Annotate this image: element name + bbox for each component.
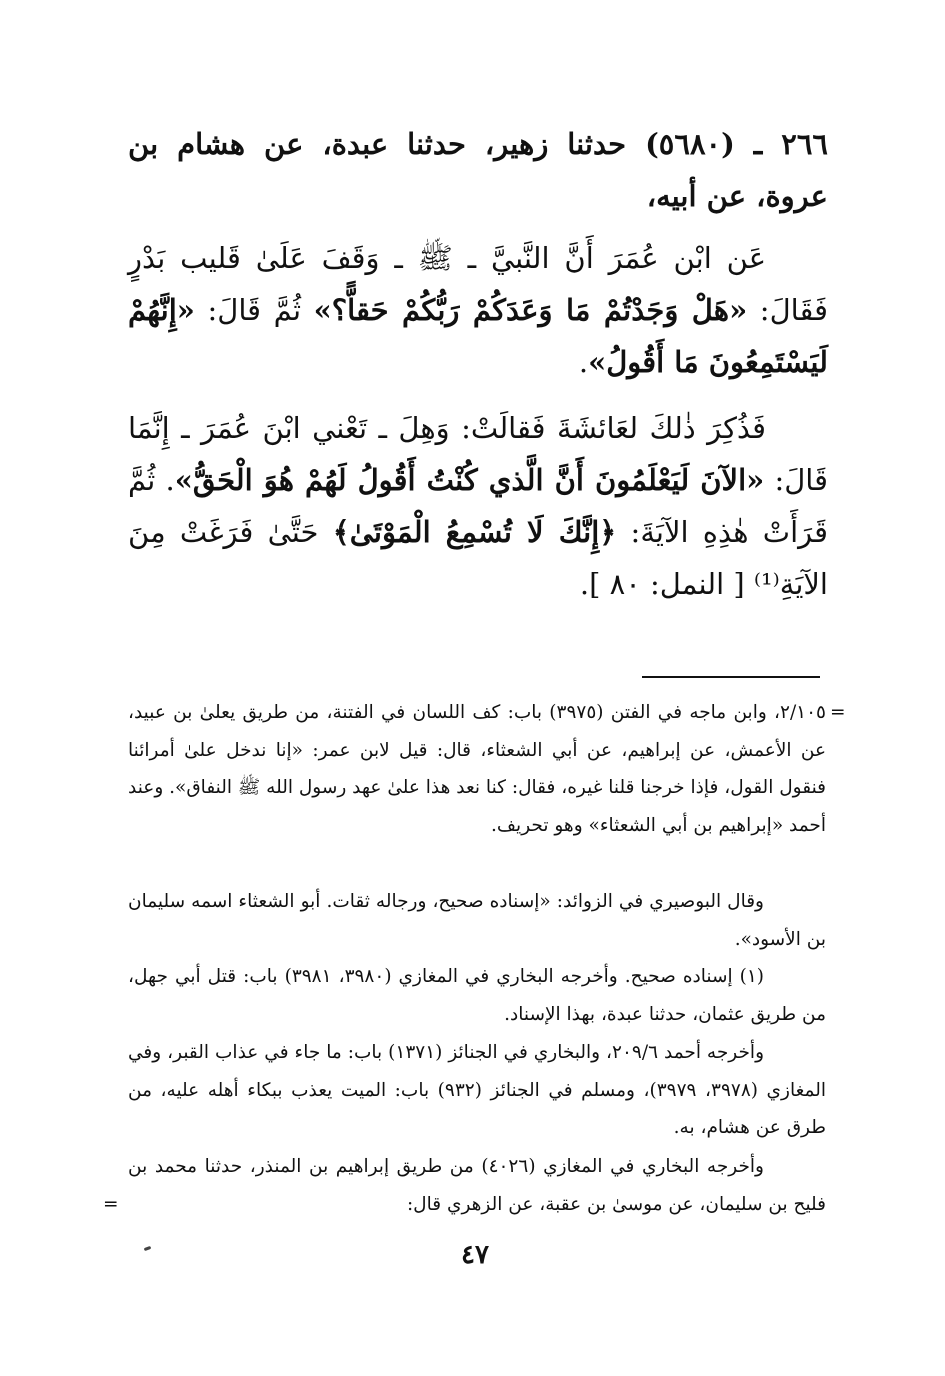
footnote-buseiri: وقال البوصيري في الزوائد: «إسناده صحيح، ورجاله ثقات. أبو الشعثاء اسمه سليمان بن الأسود». <box>128 891 826 950</box>
verse-reference: حَتَّىٰ فَرَغَتْ مِنَ الآيَةِ⁽¹⁾ [ النمل: ٨٠ ]. <box>128 515 828 601</box>
hadith-text-paragraph-2 <box>128 402 828 610</box>
hadith-intro: عَن ابْن عُمَرَ أَنَّ النَّبيَّ ـ ﷺ ـ وَقَفَ عَلَىٰ قَليب بَدْرٍ فَقَالَ: <box>128 241 829 327</box>
quran-verse: ﴿إِنَّكَ لَا تُسْمِعُ الْمَوْتَىٰ﴾ <box>332 515 617 549</box>
stray-mark <box>144 1246 152 1251</box>
hadith-header: ٢٦٦ ـ (٥٦٨٠) حدثنا زهير، حدثنا عبدة، عن هشام بن عروة، عن أبيه، <box>128 127 828 213</box>
prophet-quote-3: «الآنَ لَيَعْلَمُونَ أَنَّ الَّذي كُنْتُ أَقُولُ لَهُمْ هُوَ الْحَقُّ» <box>174 463 765 497</box>
prophet-quote-1: «هَلْ وَجَدْتُمْ مَا وَعَدَكُمْ رَبُّكُمْ حَقاًّ؟» <box>313 293 748 327</box>
hadith-text-paragraph-1 <box>128 232 828 388</box>
continues-mark: = <box>103 1194 119 1215</box>
continuation-mark: = <box>830 702 846 723</box>
footnote-1: (١) إسناده صحيح. وأخرجه البخاري في المغازي (٣٩٨٠، ٣٩٨١) باب: قتل أبي جهل، من طريق عثمان، حدثنا عبدة، بهذا الإسناد. <box>128 966 826 1025</box>
footnote-bukhari-maghazi: وأخرجه البخاري في المغازي (٤٠٢٦) من طريق إبراهيم بن المنذر، حدثنا محمد بن فليح بن سليمان، عن موسىٰ بن عقبة، عن الزهري قال: <box>128 1156 826 1215</box>
footnote-continuation: ٢/١٠٥، وابن ماجه في الفتن (٣٩٧٥) باب: كف اللسان في الفتنة، من طريق يعلىٰ بن عبيد، عن الأعمش، عن إبراهيم، عن أبي الشعثاء، قال: قيل لابن عمر: «إنا ندخل علىٰ أمرائنا فنقول القول، فإذا خرجنا قلنا غيره، فقال: كنا نعد هذا علىٰ عهد رسول الله ﷺ النفاق». وعند أحمد «إبراهيم بن أبي الشعثاء» وهو تحريف. <box>127 702 826 836</box>
aisha-intro: فَذُكِرَ ذٰلكَ لعَائشَةَ فَقالَتْ: وَهِلَ ـ تَعْني ابْنَ عُمَرَ ـ إِنَّمَا قَالَ: <box>128 411 828 497</box>
page-number: ٤٧ <box>461 1240 489 1270</box>
footnote-ahmad: وأخرجه أحمد ٢٠٩/٦، والبخاري في الجنائز (١٣٧١) باب: ما جاء في عذاب القبر، وفي المغازي (٣٩٧٨، ٣٩٧٩)، ومسلم في الجنائز (٩٣٢) باب: الميت يعذب ببكاء أهله عليه، من طرق عن هشام، به. <box>128 1042 826 1138</box>
footnote-separator <box>642 676 820 678</box>
prophet-quote-2: «إِنَّهُمْ لَيَسْتَمِعُونَ مَا أَقُولُ» <box>128 293 828 379</box>
then-said: ثُمَّ قَالَ: <box>194 293 314 327</box>
recitation-intro: . ثُمَّ قَرَأَتْ هٰذِهِ الآيَةَ: <box>128 463 828 549</box>
sentence-end: . <box>578 345 589 379</box>
